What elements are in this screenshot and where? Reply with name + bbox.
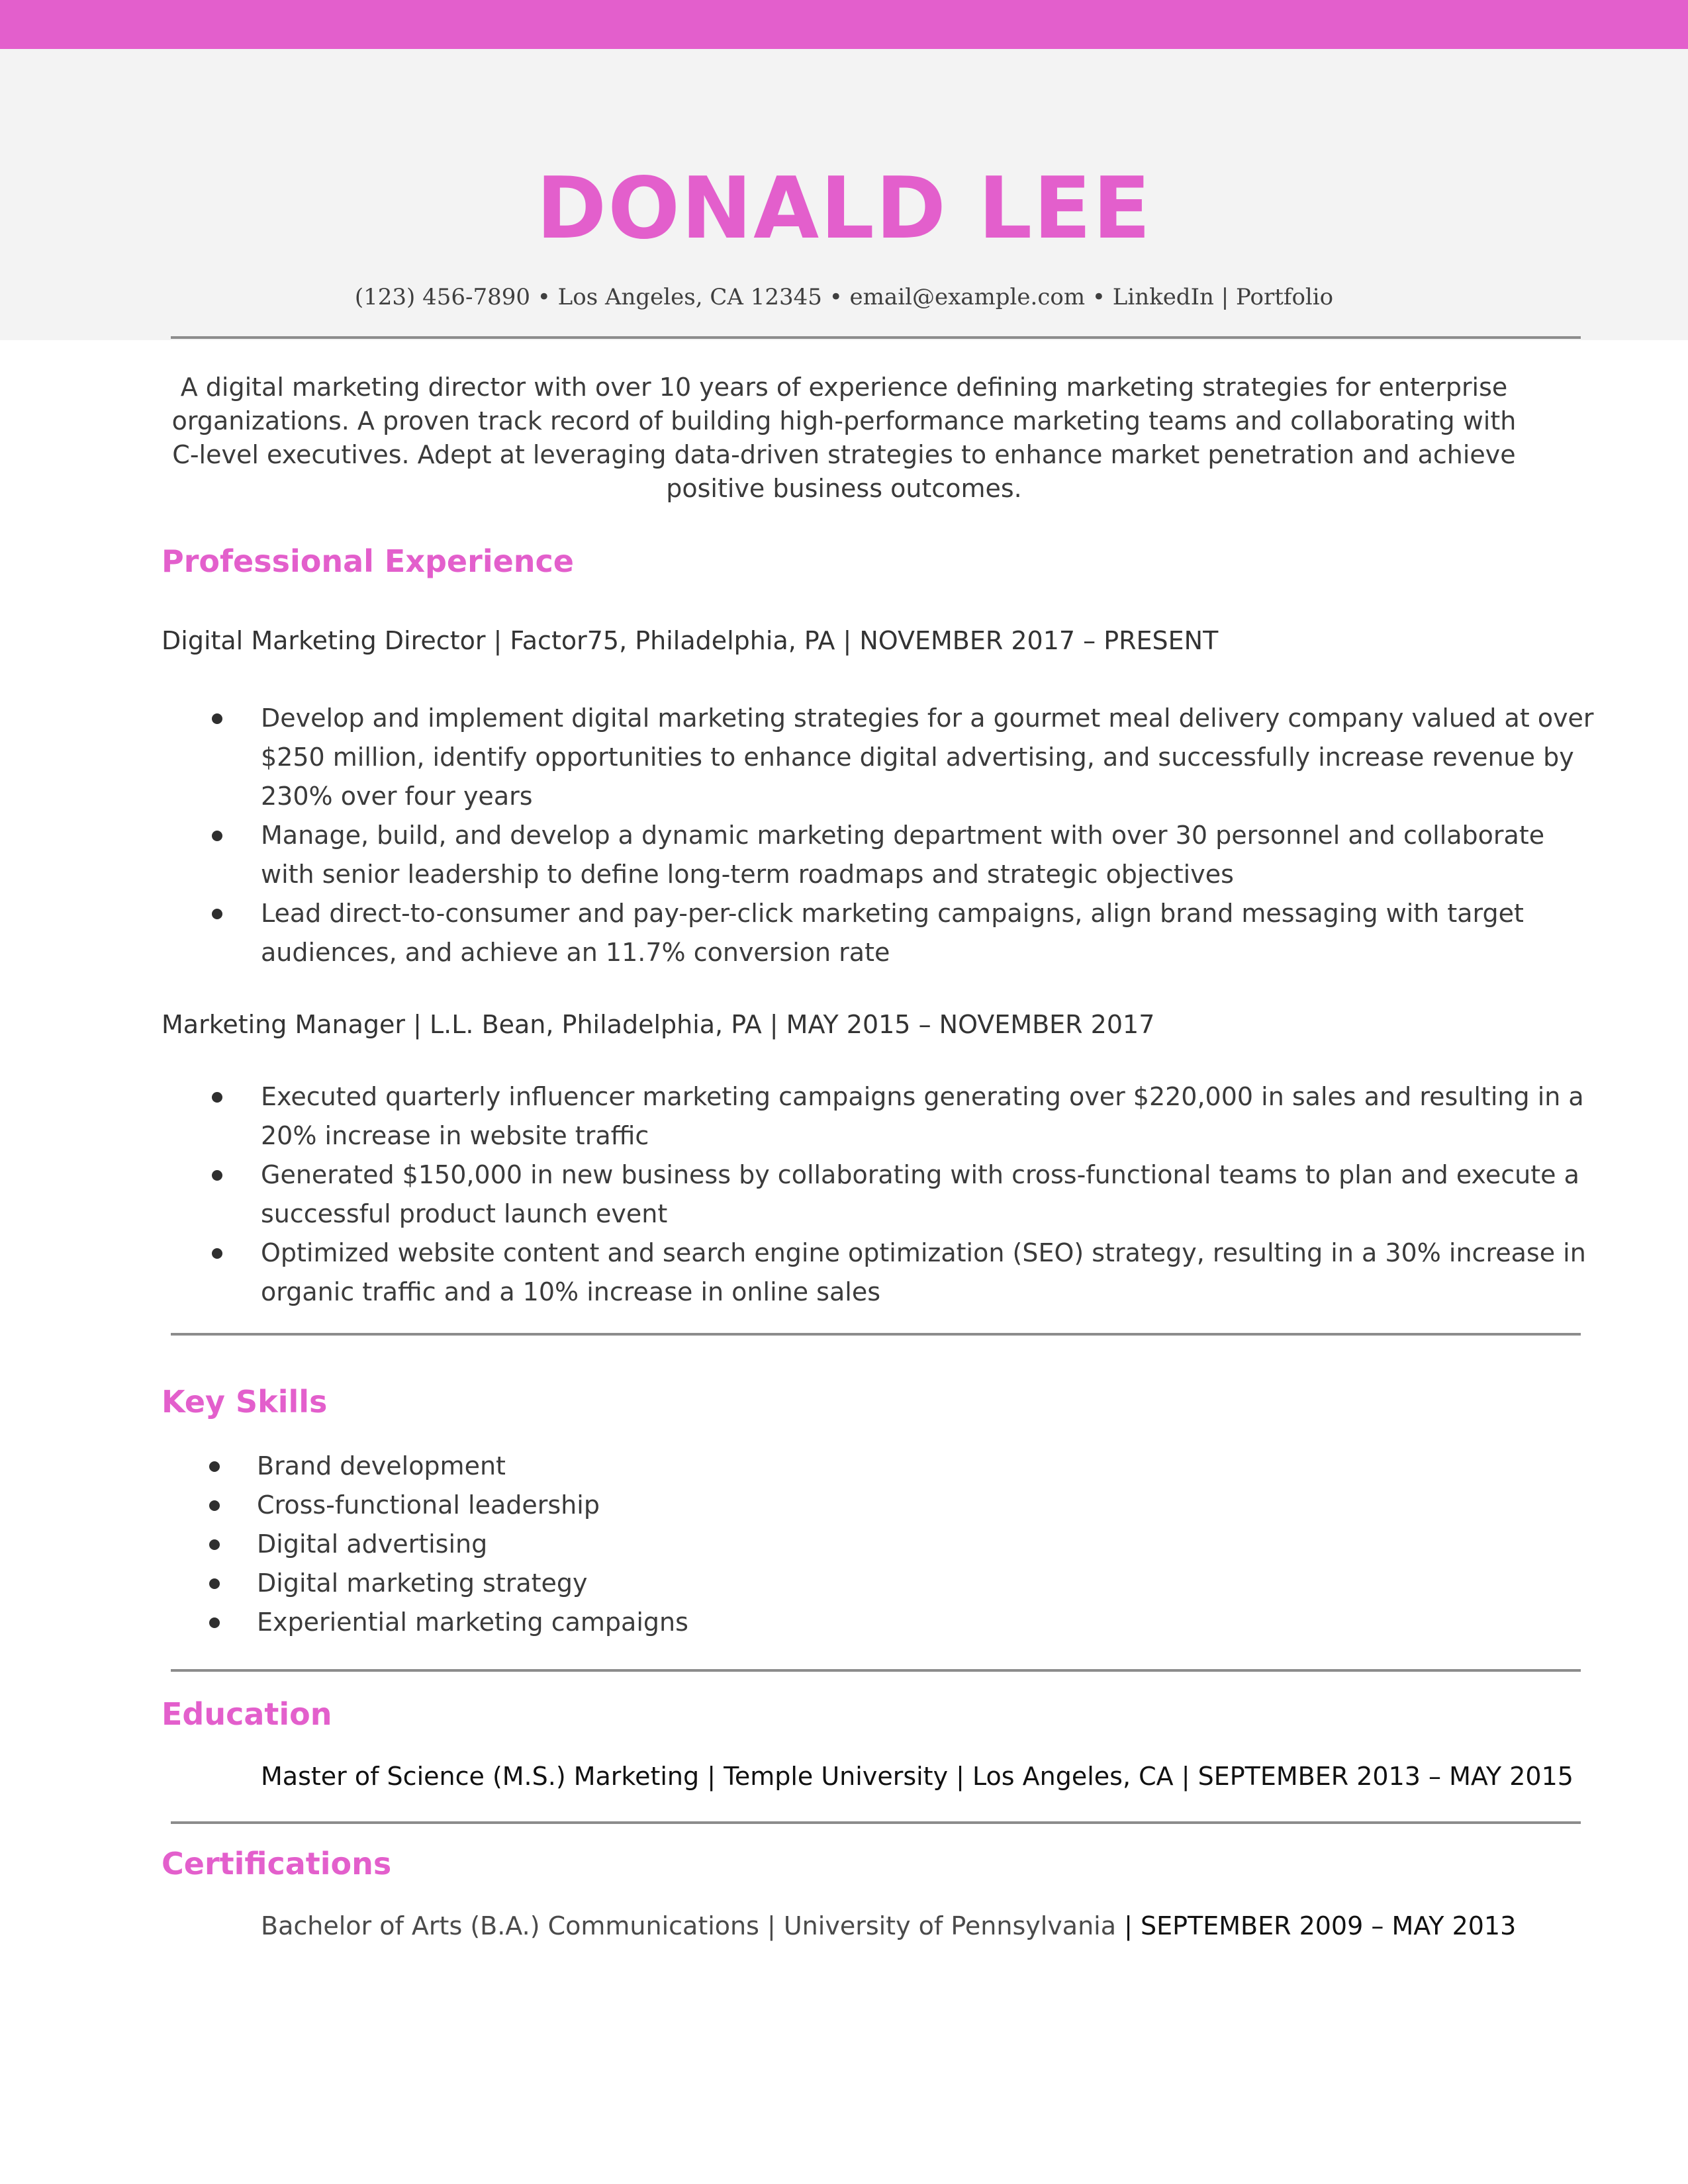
divider	[171, 1669, 1581, 1672]
contact-line: (123) 456-7890 • Los Angeles, CA 12345 • email@example.com • LinkedIn | Portfolio	[354, 284, 1334, 310]
section-title-skills: Key Skills	[162, 1384, 328, 1420]
job-heading: Marketing Manager | L.L. Bean, Philadelphia, PA | MAY 2015 – NOVEMBER 2017	[162, 1010, 1155, 1039]
divider	[171, 1333, 1581, 1336]
certification-dates: | SEPTEMBER 2009 – MAY 2013	[1116, 1911, 1517, 1940]
list-item: Generated $150,000 in new business by collaborating with cross-functional teams to plan and execute a successful product launch event	[0, 1156, 1598, 1234]
certification-entry	[261, 1909, 1516, 1943]
list-item: Digital advertising	[0, 1525, 1250, 1564]
list-item: Experiential marketing campaigns	[0, 1603, 1250, 1642]
list-item: Brand development	[0, 1447, 1250, 1486]
divider	[171, 1821, 1581, 1824]
job-heading: Digital Marketing Director | Factor75, Philadelphia, PA | NOVEMBER 2017 – PRESENT	[162, 626, 1219, 655]
divider	[171, 336, 1581, 339]
section-title-experience: Professional Experience	[162, 543, 574, 579]
list-item: Lead direct-to-consumer and pay-per-click marketing campaigns, align brand messaging with target audiences, and achieve an 11.7% conversion rate	[0, 894, 1598, 972]
top-accent-bar	[0, 0, 1688, 49]
summary: A digital marketing director with over 10 years of experience defining marketing strategies for enterprise organizations. A proven track record of building high-performance marketing teams and collaborating with C-level executives. Adept at leveraging data-driven strategies to enhance market penetration and achieve positive business outcomes.	[171, 373, 1517, 503]
skills-list	[0, 1447, 1250, 1642]
list-item: Develop and implement digital marketing strategies for a gourmet meal delivery company valued at over $250 million, identify opportunities to enhance digital advertising, and successfully increase revenue by 230% over four years	[0, 699, 1598, 816]
list-item: Optimized website content and search engine optimization (SEO) strategy, resulting in a 30% increase in organic traffic and a 10% increase in online sales	[0, 1234, 1598, 1312]
job-bullets	[0, 1077, 1598, 1312]
section-title-education: Education	[162, 1696, 332, 1732]
list-item: Cross-functional leadership	[0, 1486, 1250, 1525]
education-entry: Master of Science (M.S.) Marketing | Temple University | Los Angeles, CA | SEPTEMBER 2013 – MAY 2015	[261, 1762, 1573, 1791]
list-item: Manage, build, and develop a dynamic marketing department with over 30 personnel and collaborate with senior leadership to define long-term roadmaps and strategic objectives	[0, 816, 1598, 894]
certification-name: Bachelor of Arts (B.A.) Communications | University of Pennsylvania	[261, 1911, 1116, 1940]
candidate-name: DONALD LEE	[536, 159, 1152, 258]
job-bullets	[0, 699, 1598, 972]
section-title-certifications: Certifications	[162, 1846, 392, 1882]
list-item: Executed quarterly influencer marketing campaigns generating over $220,000 in sales and resulting in a 20% increase in website traffic	[0, 1077, 1598, 1156]
list-item: Digital marketing strategy	[0, 1564, 1250, 1603]
